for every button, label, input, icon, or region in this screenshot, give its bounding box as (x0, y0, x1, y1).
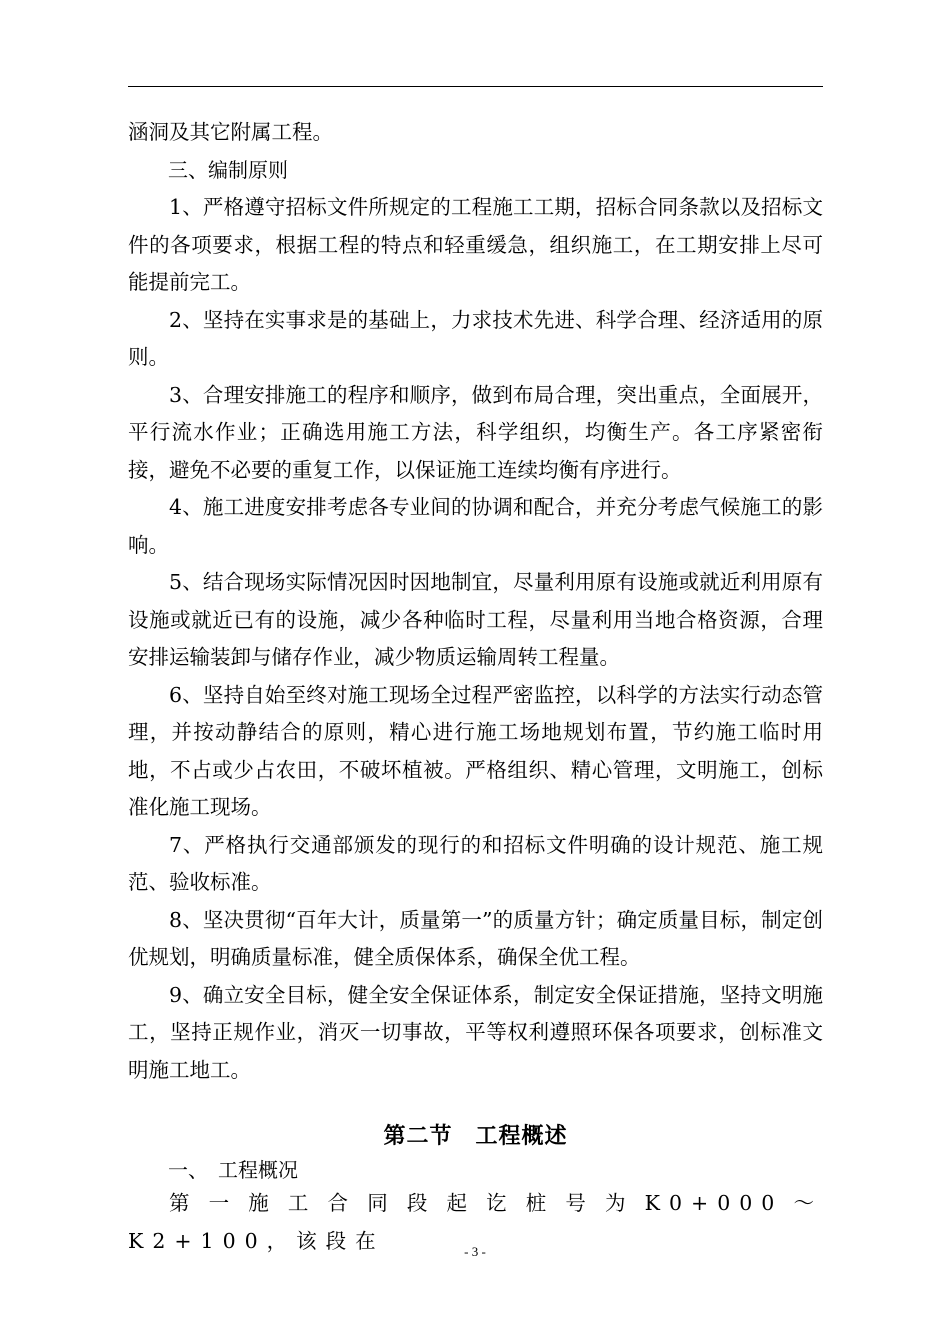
principle-item-6: 6、坚持自始至终对施工现场全过程严密监控，以科学的方法实行动态管理，并按动静结合的原则，精心进行施工场地规划布置，节约施工临时用地，不占或少占农田，不破坏植被。严格组织、精心管理，文明施工，创标准化施工现场。 (128, 682, 823, 819)
page-content (128, 114, 823, 1260)
principle-item-3: 3、合理安排施工的程序和顺序，做到布局合理，突出重点，全面展开，平行流水作业；正确选用施工方法，科学组织，均衡生产。各工序紧密衔接，避免不必要的重复工作，以保证施工连续均衡有序进行。 (128, 382, 823, 482)
overview-paragraph: 第一施工合同段起讫桩号为K0+000～K2+100，该段在 (128, 1191, 823, 1253)
principle-item-7: 7、严格执行交通部颁发的现行的和招标文件明确的设计规范、施工规范、验收标准。 (128, 832, 823, 894)
principle-item-5: 5、结合现场实际情况因时因地制宜，尽量利用原有设施或就近利用原有设施或就近已有的设施，减少各种临时工程，尽量利用当地合格资源，合理安排运输装卸与储存作业，减少物质运输周转工程量。 (128, 570, 823, 669)
header-rule (128, 86, 823, 87)
overview-heading: 一、 工程概况 (168, 1158, 298, 1182)
principles-heading: 三、编制原则 (168, 157, 288, 182)
principle-item-8: 8、坚决贯彻“百年大计，质量第一”的质量方针；确定质量目标，制定创优规划，明确质量标准，健全质保体系，确保全优工程。 (128, 907, 823, 969)
principle-item-4: 4、施工进度安排考虑各专业间的协调和配合，并充分考虑气候施工的影响。 (128, 495, 823, 557)
principle-item-1: 1、严格遵守招标文件所规定的工程施工工期，招标合同条款以及招标文件的各项要求，根据工程的特点和轻重缓急，组织施工，在工期安排上尽可能提前完工。 (128, 195, 823, 294)
continuation-paragraph: 涵洞及其它附属工程。 (128, 120, 333, 144)
section-title: 第二节 工程概述 (383, 1124, 568, 1149)
principle-item-2: 2、坚持在实事求是的基础上，力求技术先进、科学合理、经济适用的原则。 (128, 307, 823, 369)
page-number: - 3 - (464, 1244, 486, 1259)
principle-item-9: 9、确立安全目标，健全安全保证体系，制定安全保证措施，坚持文明施工，坚持正规作业，消灭一切事故，平等权利遵照环保各项要求，创标准文明施工地工。 (128, 982, 823, 1082)
